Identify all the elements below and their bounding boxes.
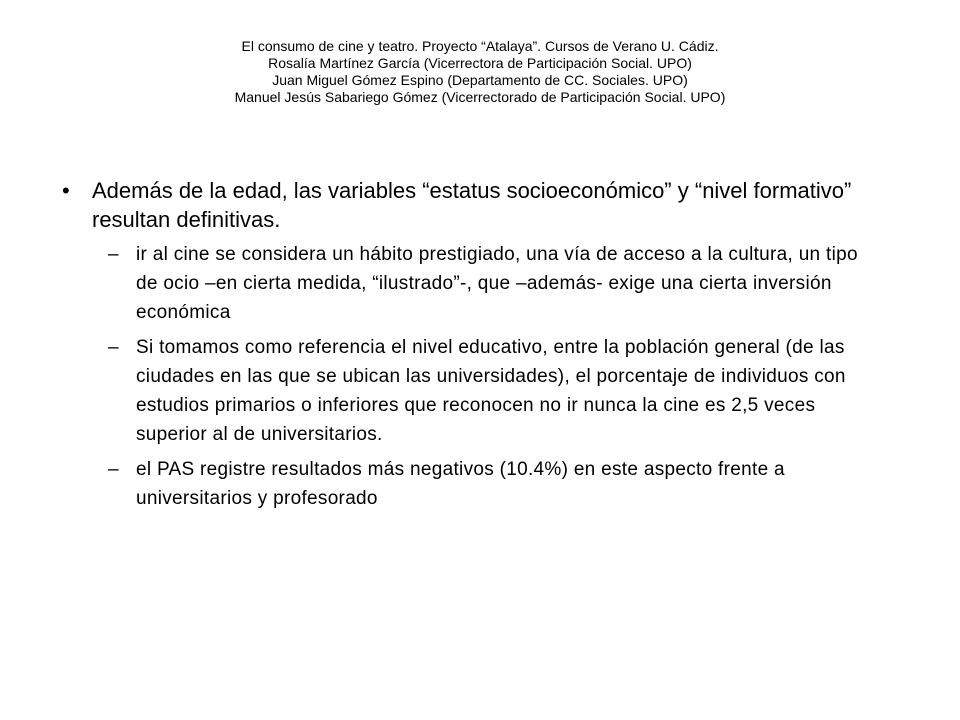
sub-bullet-marker: – — [108, 337, 119, 358]
header-author-line: Manuel Jesús Sabariego Gómez (Vicerrectorado de Participación Social. UPO) — [234, 89, 726, 105]
slide-header — [0, 38, 960, 106]
sub-bullet-text: Si tomamos como referencia el nivel educativo, entre la población general (de las ciudades en las que se ubican las universidades), el porcentaje de individuos con estudios primarios o inferiores que reconocen no ir nunca la cine es 2,5 veces superior al de universitarios. — [136, 337, 846, 445]
sub-bullet — [62, 333, 882, 449]
sub-bullet-text: el PAS registre resultados más negativos (10.4%) en este aspecto frente a universitarios y profesorado — [136, 459, 785, 509]
sub-bullet-marker: – — [108, 459, 119, 480]
header-author-line: Rosalía Martínez García (Vicerrectora de Participación Social. UPO) — [268, 55, 692, 71]
sub-bullet — [62, 240, 882, 327]
sub-bullet-marker: – — [108, 244, 119, 265]
main-bullet — [62, 176, 882, 234]
sub-bullet-text: ir al cine se considera un hábito prestigiado, una vía de acceso a la cultura, un tipo de ocio –en cierta medida, “ilustrado”-, que –además- exige una cierta inversión económica — [136, 244, 858, 323]
bullet-marker: • — [62, 178, 70, 203]
header-author-line: Juan Miguel Gómez Espino (Departamento de CC. Sociales. UPO) — [272, 72, 688, 88]
slide-body — [62, 176, 882, 513]
sub-bullet — [62, 455, 882, 513]
header-title-line: El consumo de cine y teatro. Proyecto “Atalaya”. Cursos de Verano U. Cádiz. — [241, 38, 719, 54]
main-bullet-text: Además de la edad, las variables “estatus socioeconómico” y “nivel formativo” resultan definitivas. — [92, 178, 852, 232]
